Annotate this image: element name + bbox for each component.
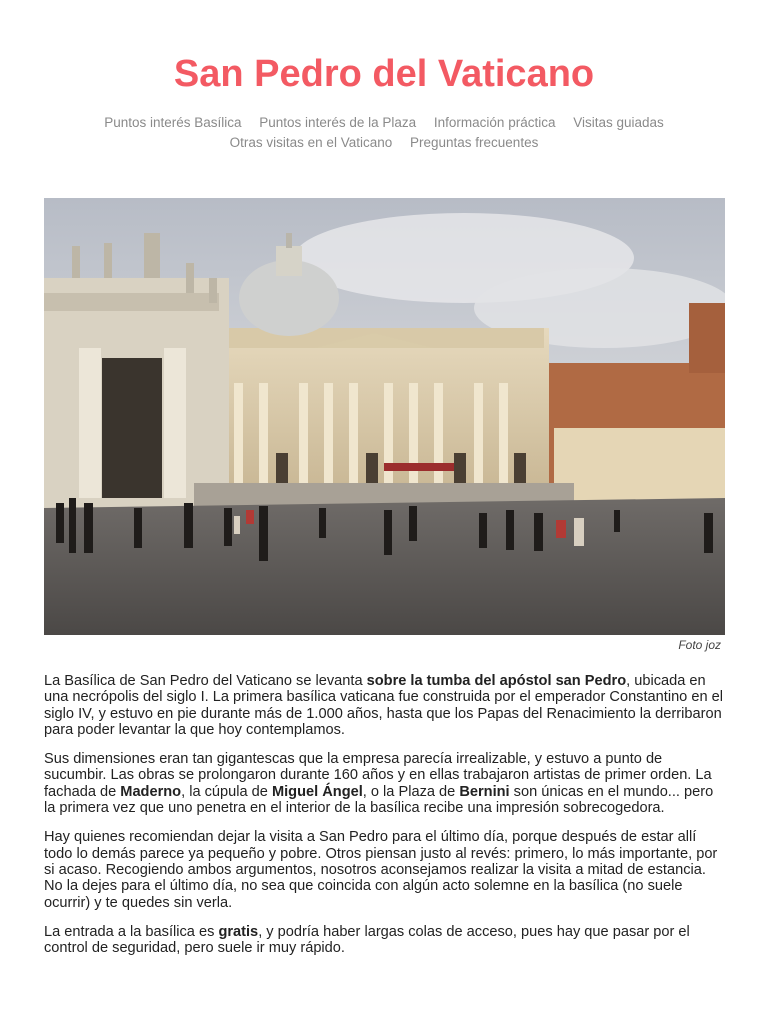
nav-link-puntos-plaza[interactable]: Puntos interés de la Plaza (259, 115, 417, 130)
site-title[interactable]: San Pedro del Vaticano (173, 53, 595, 95)
paragraph-1 (44, 673, 727, 738)
text-span: , o la Plaza de (362, 783, 460, 800)
nav-link-puntos-basilica[interactable]: Puntos interés Basílica (104, 115, 242, 130)
paragraph-3: Hay quienes recomiendan dejar la visita a San Pedro para el último día, porque después de estar allí todo lo demás parece ya pequeño y pobre. Otros piensan justo al revés: primero, lo más importante, por si acaso. Recogiendo ambos argumentos, nosotros aconsejamos realizar la visita a mitad de estancia. No la dejes para el último día, no sea que coincida con algún acto solemne en la basílica (no suele ocurrir) y te quedes sin verla. (44, 829, 718, 911)
nav-link-informacion-practica[interactable]: Información práctica (433, 115, 556, 130)
bold-phrase: Maderno (120, 783, 182, 800)
text-span: La entrada a la basílica es (44, 923, 219, 940)
main-nav (60, 113, 708, 153)
text-span: , la cúpula de (181, 783, 272, 800)
photo-caption: Foto joz (678, 638, 721, 652)
nav-link-preguntas-frecuentes[interactable]: Preguntas frecuentes (410, 135, 539, 150)
basilica-photo (44, 198, 725, 635)
text-span: La Basílica de San Pedro del Vaticano se levanta (44, 673, 367, 689)
paragraph-4 (44, 924, 727, 957)
text-span: Sus dimensiones eran tan gigantescas que la empresa parecía irrealizable, y estuvo a punto de sucumbir. Las obras se prolongaron durante 160 años y en ellas trabajaron artistas de primer orden. La fachada de (44, 751, 712, 800)
text-span: son únicas en el mundo... pero la primera vez que uno penetra en el interior de la basílica recibe una impresión sobrecogedora. (44, 783, 714, 817)
article-body (44, 673, 727, 969)
bold-phrase: sobre la tumba del apóstol san Pedro (366, 673, 627, 689)
nav-link-visitas-guiadas[interactable]: Visitas guiadas (573, 115, 664, 130)
bold-phrase: Bernini (459, 783, 510, 800)
paragraph-2 (44, 751, 727, 816)
text-span: , y podría haber largas colas de acceso, pues hay que pasar por el control de seguridad, pero suele ir muy rápido. (44, 923, 690, 957)
text-span: , ubicada en una necrópolis del siglo I. La primera basílica vaticana fue construida por el emperador Constantino en el siglo IV, y estuvo en pie durante más de 1.000 años, hasta que los Papas del Renacimiento la derribaron para poder levantar la que hoy contemplamos. (44, 673, 724, 738)
bold-phrase: gratis (218, 923, 259, 940)
bold-phrase: Miguel Ángel (271, 783, 363, 800)
nav-link-otras-visitas[interactable]: Otras visitas en el Vaticano (229, 135, 393, 150)
